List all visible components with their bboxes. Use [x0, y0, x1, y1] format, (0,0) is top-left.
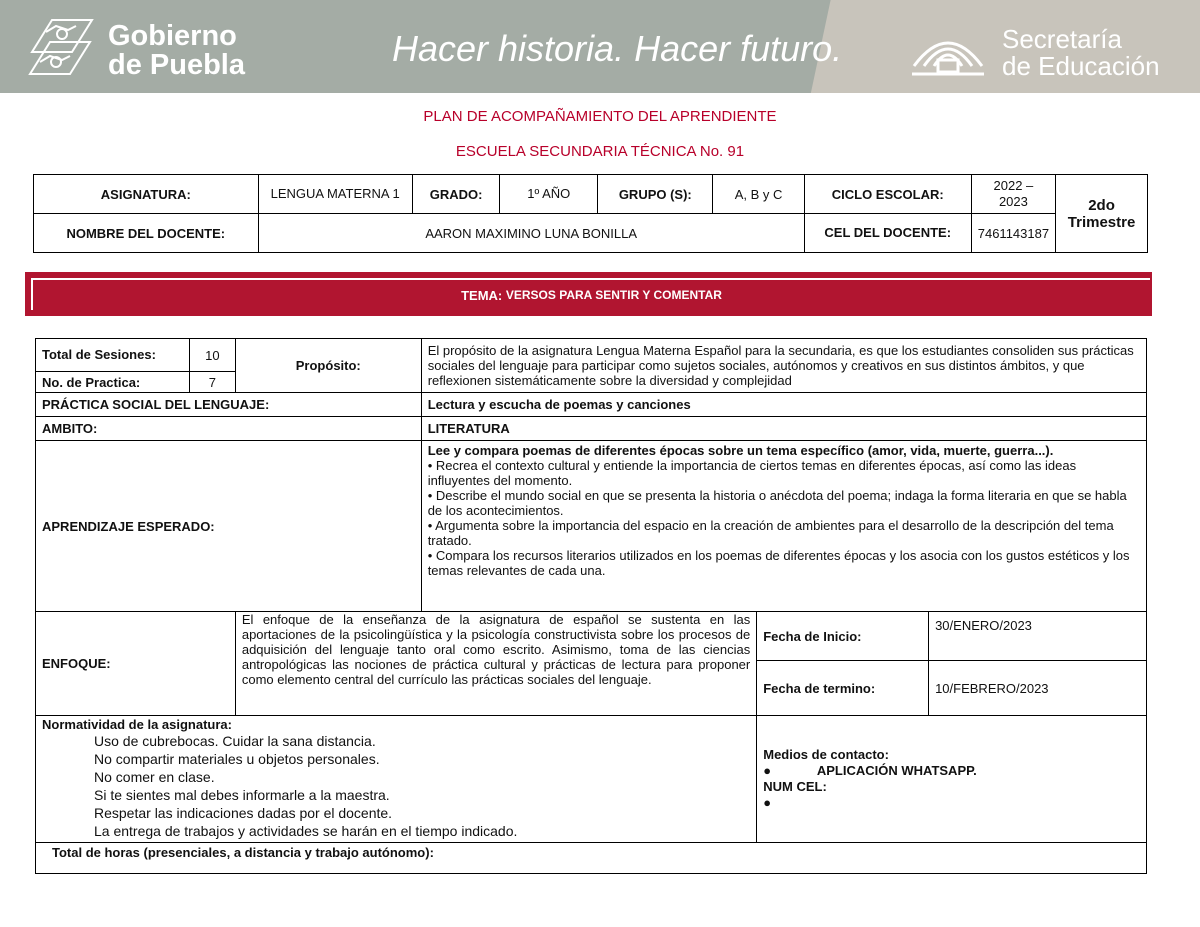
enfoque-label: ENFOQUE: [36, 612, 236, 716]
aprendizaje-item: • Compara los recursos literarios utilizados en los poemas de diferentes épocas y los asocia con los gustos estéticos y los temas relevantes de cada una. [427, 548, 1130, 578]
docente-value: AARON MAXIMINO LUNA BONILLA [258, 214, 804, 253]
trimestre: 2do Trimestre [1056, 175, 1148, 253]
docente-label: NOMBRE DEL DOCENTE: [34, 214, 259, 253]
normatividad-item: Si te sientes mal debes informarle a la maestra. [94, 787, 390, 803]
government-line1: Gobierno [108, 20, 237, 52]
secretaria-line1: Secretaría [1002, 24, 1122, 54]
numcel-label: NUM CEL: [763, 779, 827, 794]
aprendizaje-cell [421, 441, 1146, 612]
grado-label: GRADO: [412, 175, 500, 214]
numcel-item [763, 795, 1140, 811]
ambito-label: AMBITO: [36, 417, 422, 441]
aprendizaje-item: • Recrea el contexto cultural y entiende la importancia de ciertos temas en diferentes épocas, así como las ideas influyentes del momento. [427, 458, 1077, 488]
plan-table [35, 338, 1147, 874]
fecha-termino-value: 10/FEBRERO/2023 [929, 661, 1147, 716]
practica-label: No. de Practica: [36, 372, 190, 393]
asignatura-label: ASIGNATURA: [34, 175, 259, 214]
slogan: Hacer historia. Hacer futuro. [392, 28, 843, 69]
fecha-termino-label: Fecha de termino: [757, 661, 929, 716]
government-logo-text [108, 22, 245, 80]
header-banner [0, 0, 1200, 93]
enfoque-text: El enfoque de la enseñanza de la asignatura de español se sustenta en las aportaciones de la psicolingüística y la psicología constructivista sobre los procesos de adquisición del lenguaje tanto oral como escrito. Asimismo, toma de las ciencias antropológicas las nociones de práctica cultural y prácticas de lectura para proponer como elemento central del currículo las prácticas sociales del lenguaje. [235, 612, 756, 716]
fecha-inicio-label: Fecha de Inicio: [757, 612, 929, 661]
school-title: ESCUELA SECUNDARIA TÉCNICA No. 91 [455, 143, 745, 160]
grado-value: 1º AÑO [500, 175, 598, 214]
practica-social-label: PRÁCTICA SOCIAL DEL LENGUAJE: [36, 393, 422, 417]
normatividad-item: Respetar las indicaciones dadas por el docente. [94, 805, 393, 821]
grupo-value: A, B y C [713, 175, 804, 214]
aprendizaje-title: Lee y compara poemas de diferentes épocas sobre un tema específico (amor, vida, muerte, guerra...). [427, 443, 1054, 458]
medios-cell [757, 716, 1147, 843]
sep-logo-text [1002, 26, 1160, 80]
plan-title: PLAN DE ACOMPAÑAMIENTO DEL APRENDIENTE [423, 108, 777, 125]
tema-value: VERSOS PARA SENTIR Y COMENTAR [505, 288, 722, 302]
normatividad-item: La entrega de trabajos y actividades se harán en el tiempo indicado. [94, 823, 518, 839]
aprendizaje-label: APRENDIZAJE ESPERADO: [36, 441, 422, 612]
bullet-icon: ● [763, 763, 772, 778]
total-horas-label: Total de horas (presenciales, a distancia y trabajo autónomo): [36, 843, 1147, 874]
tema-bar [25, 272, 1152, 316]
aprendizaje-item: • Describe el mundo social en que se presenta la historia o anécdota del poema; indaga la forma literaria en que se habla de los acontecimientos. [427, 488, 1127, 518]
practica-value: 7 [189, 372, 235, 393]
medios-item-text: APLICACIÓN WHATSAPP. [816, 763, 977, 778]
medios-label: Medios de contacto: [763, 747, 889, 762]
medios-item [763, 763, 1140, 779]
fecha-inicio-value: 30/ENERO/2023 [929, 612, 1147, 661]
practica-social-value: Lectura y escucha de poemas y canciones [421, 393, 1146, 417]
proposito-label: Propósito: [235, 339, 421, 393]
ambito-value: LITERATURA [421, 417, 1146, 441]
ciclo-value: 2022 – 2023 [971, 175, 1055, 214]
asignatura-value: LENGUA MATERNA 1 [258, 175, 412, 214]
cel-value: 7461143187 [971, 214, 1055, 253]
info-table [33, 174, 1148, 253]
ciclo-label: CICLO ESCOLAR: [804, 175, 971, 214]
normatividad-item: No comer en clase. [94, 769, 215, 785]
secretaria-line2: de Educación [1002, 51, 1160, 81]
sep-emblem-icon [908, 22, 988, 78]
government-line2: de Puebla [108, 49, 245, 81]
puebla-emblem-icon [22, 12, 100, 82]
tema-label: TEMA: [461, 287, 503, 303]
sesiones-value: 10 [189, 339, 235, 372]
aprendizaje-item: • Argumenta sobre la importancia del espacio en la creación de ambientes para el desarrollo de la descripción del tema tratado. [427, 518, 1114, 548]
sesiones-label: Total de Sesiones: [36, 339, 190, 372]
normatividad-label: Normatividad de la asignatura: [42, 717, 232, 732]
normatividad-item: No compartir materiales u objetos personales. [94, 751, 380, 767]
normatividad-item: Uso de cubrebocas. Cuidar la sana distancia. [94, 733, 376, 749]
normatividad-cell [36, 716, 757, 843]
cel-label: CEL DEL DOCENTE: [804, 214, 971, 253]
proposito-text: El propósito de la asignatura Lengua Materna Español para la secundaria, es que los estudiantes consoliden sus prácticas sociales del lenguaje para participar como sujetos sociales, autónomos y creativos en sus distintos ámbitos, y que reflexionen sistemáticamente sobre la diversidad y complejidad [421, 339, 1146, 393]
bullet-icon: ● [763, 795, 772, 810]
grupo-label: GRUPO (S): [598, 175, 713, 214]
